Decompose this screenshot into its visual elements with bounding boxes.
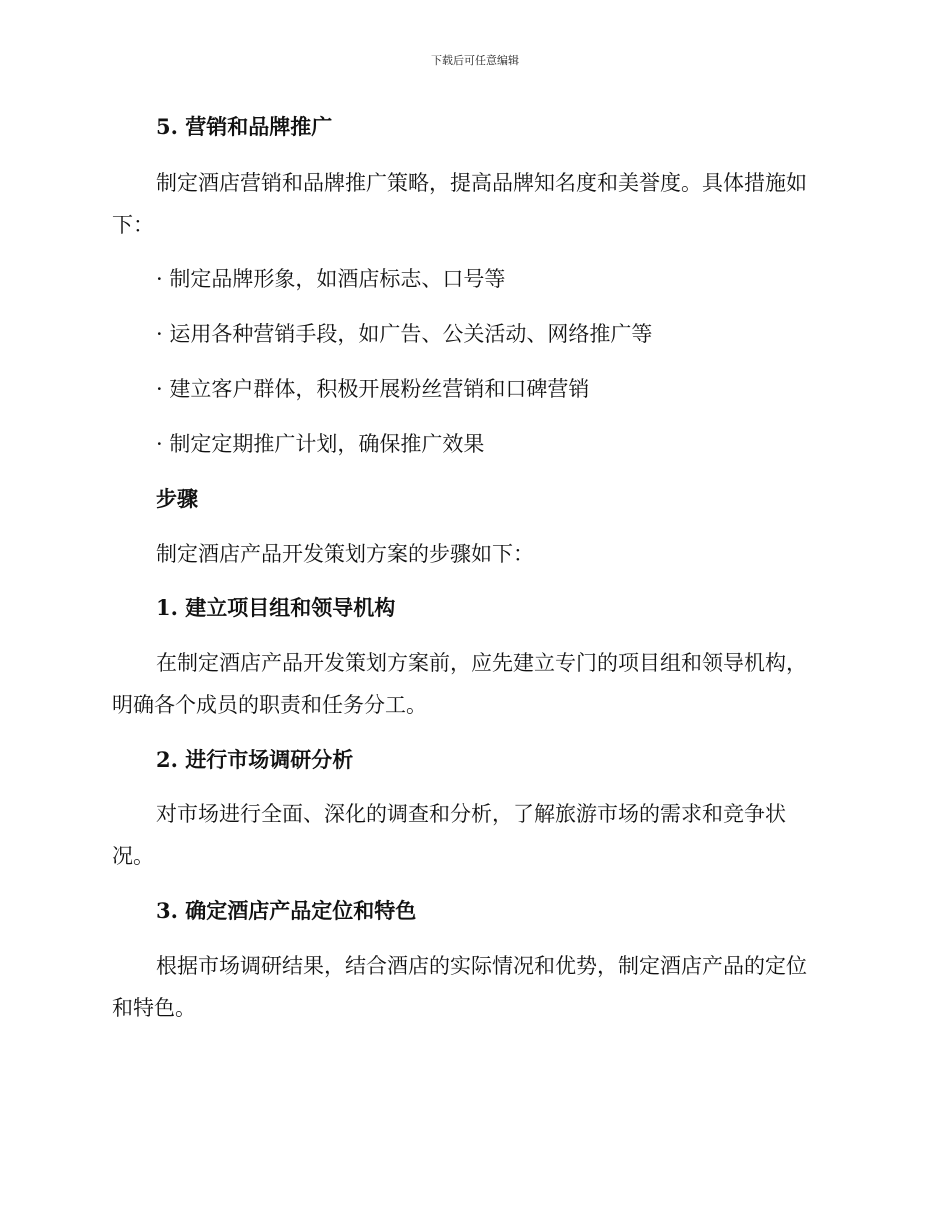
step-heading: 3. 确定酒店产品定位和特色 — [156, 898, 417, 923]
paragraph-line: 制定酒店产品开发策划方案的步骤如下： — [156, 542, 534, 566]
paragraph-line: 制定酒店营销和品牌推广策略，提高品牌知名度和美誉度。具体措施如 — [156, 171, 807, 195]
step-heading: 2. 进行市场调研分析 — [156, 747, 354, 772]
section-heading-marketing: 5. 营销和品牌推广 — [156, 114, 333, 139]
paragraph-line: 根据市场调研结果，结合酒店的实际情况和优势，制定酒店产品的定位 — [156, 954, 807, 978]
paragraph-line: 对市场进行全面、深化的调查和分析，了解旅游市场的需求和竞争状 — [156, 802, 786, 826]
paragraph-line: 明确各个成员的职责和任务分工。 — [112, 693, 427, 717]
bullet-item: · 建立客户群体，积极开展粉丝营销和口碑营销 — [156, 377, 590, 401]
paragraph-line: 况。 — [112, 844, 154, 868]
step-heading: 1. 建立项目组和领导机构 — [156, 595, 396, 620]
paragraph-line: 在制定酒店产品开发策划方案前，应先建立专门的项目组和领导机构， — [156, 651, 807, 675]
paragraph-line: 和特色。 — [112, 996, 196, 1020]
page-header: 下载后可任意编辑 — [431, 54, 519, 67]
bullet-item: · 制定定期推广计划，确保推广效果 — [156, 432, 485, 456]
bullet-item: · 制定品牌形象，如酒店标志、口号等 — [156, 267, 506, 291]
section-heading-steps: 步骤 — [156, 486, 198, 511]
bullet-item: · 运用各种营销手段，如广告、公关活动、网络推广等 — [156, 322, 653, 346]
paragraph-line: 下： — [112, 213, 154, 237]
